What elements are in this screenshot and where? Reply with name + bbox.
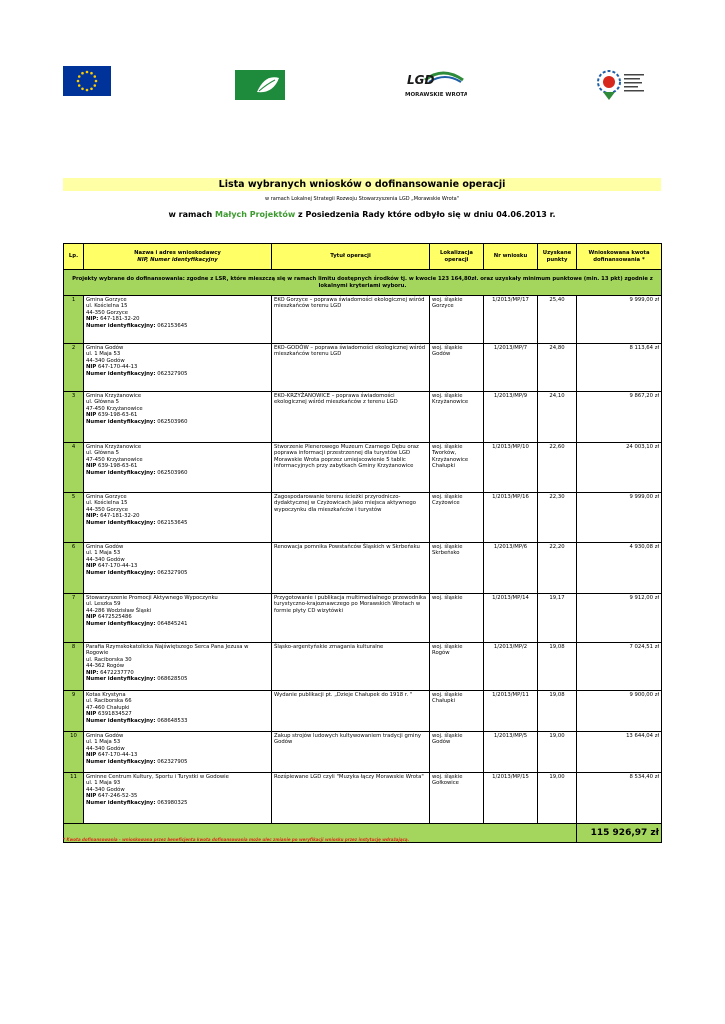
applicant-address-street: ul. Raciborska 66	[86, 698, 132, 705]
nip-value: 647-181-32-20	[100, 316, 140, 323]
row-lp: 7	[64, 594, 84, 643]
row-lp: 1	[64, 296, 84, 344]
applicant-address-street: ul. Główna 5	[86, 450, 120, 457]
meeting-line	[63, 210, 661, 219]
applicant-address-city: 44-350 Gorzyce	[86, 506, 129, 513]
row-title: Zakup strojów ludowych kultywowaniem tradycji gminy Godów	[272, 732, 430, 773]
row-amount: 8 534,40 zł	[577, 773, 662, 824]
row-title: Wydanie publikacji pt. „Dzieje Chałupek do 1918 r. "	[272, 691, 430, 732]
nip-label: NIP	[86, 563, 97, 570]
row-applicant	[84, 344, 272, 392]
row-applicant	[84, 773, 272, 824]
row-amount: 8 113,64 zł	[577, 344, 662, 392]
table-row	[64, 392, 662, 443]
prow-logo	[596, 66, 656, 104]
footnote: * Kwota dofinansowania - wnioskowana przez beneficjenta kwota dofinansowania może ulec zmianie po weryfikacji wniosku przez instytucję wdrażającą.	[63, 837, 410, 842]
row-nr: 1/2013/MP/6	[484, 543, 538, 594]
row-nr: 1/2013/MP/17	[484, 296, 538, 344]
table-row	[64, 773, 662, 824]
applicant-address-city: 47-450 Krzyżanowice	[86, 456, 143, 463]
nip-value: 647-170-44-13	[97, 752, 138, 759]
row-applicant	[84, 594, 272, 643]
row-nr: 1/2013/MP/7	[484, 344, 538, 392]
applicant-name: Gmina Godów	[86, 733, 124, 739]
row-nr: 1/2013/MP/10	[484, 443, 538, 493]
row-applicant	[84, 732, 272, 773]
row-title: EKO-GODÓW – poprawa świadomości ekologicznej wśród mieszkańców terenu LGD	[272, 344, 430, 392]
row-lp: 5	[64, 493, 84, 543]
row-points: 19,17	[538, 594, 577, 643]
applicant-address-city: 44-286 Wodzisław Śląski	[86, 607, 152, 614]
nid-value: 063980325	[157, 799, 188, 806]
nip-label: NIP	[86, 752, 97, 759]
row-nr: 1/2013/MP/16	[484, 493, 538, 543]
applicant-address-street: ul. 1 Maja 93	[86, 780, 121, 787]
row-location: woj. śląskie Czyżowice	[430, 493, 484, 543]
applicant-address-street: ul. 1 Maja 53	[86, 550, 121, 557]
row-points: 22,60	[538, 443, 577, 493]
row-points: 24,80	[538, 344, 577, 392]
row-applicant	[84, 392, 272, 443]
applicant-nid	[86, 718, 269, 724]
applicant-address-city: 44-340 Godów	[86, 357, 125, 364]
col-points: Uzyskane punkty	[538, 244, 577, 270]
row-points: 22,30	[538, 493, 577, 543]
nip-value: 6391834527	[97, 711, 132, 718]
row-lp: 10	[64, 732, 84, 773]
row-amount: 13 644,04 zł	[577, 732, 662, 773]
row-location: woj. śląskie Rogów	[430, 643, 484, 691]
nid-label: Numer identyfikacyjny:	[86, 322, 156, 329]
applicant-address-street: ul. Kościelna 15	[86, 303, 128, 310]
svg-text:LGD: LGD	[407, 73, 435, 87]
row-location: woj. śląskie Gołkowice	[430, 773, 484, 824]
nip-label: NIP	[86, 412, 97, 419]
row-amount: 9 999,00 zł	[577, 493, 662, 543]
meeting-post: z Posiedzenia Rady które odbyło się w dniu 04.06.2013 r.	[295, 210, 556, 219]
nid-label: Numer identyfikacyjny:	[86, 418, 156, 425]
applicant-name: Kotas Krystyna	[86, 692, 126, 698]
row-applicant	[84, 296, 272, 344]
applicant-nid	[86, 676, 269, 682]
nid-value: 062327905	[157, 569, 188, 576]
row-amount: 7 024,51 zł	[577, 643, 662, 691]
nip-label: NIP	[86, 463, 97, 470]
row-lp: 8	[64, 643, 84, 691]
applicant-nid	[86, 621, 269, 627]
applicant-name: Gmina Godów	[86, 345, 124, 351]
nip-label: NIP:	[86, 513, 99, 520]
meeting-pre: w ramach	[168, 210, 215, 219]
lgd-morawskie-wrota-logo	[403, 66, 467, 100]
row-title: Rozśpiewane LGD czyli "Muzyka łączy Morawskie Wrota"	[272, 773, 430, 824]
row-amount: 9 999,00 zł	[577, 296, 662, 344]
table-row	[64, 643, 662, 691]
applicant-address-city: 44-362 Rogów	[86, 663, 125, 670]
row-applicant	[84, 543, 272, 594]
row-points: 19,00	[538, 773, 577, 824]
nid-value: 062503960	[157, 469, 188, 476]
row-location: woj. śląskie Gorzyce	[430, 296, 484, 344]
nid-value: 064845241	[157, 620, 188, 627]
nip-value: 647-170-44-13	[97, 563, 138, 570]
nip-value: 647-170-44-13	[97, 364, 138, 371]
row-lp: 4	[64, 443, 84, 493]
info-text: Projekty wybrane do dofinansowania: zgodne z LSR, które mieszczą się w ramach limitu dostępnych środków tj. w kwocie 123 164,80zł. oraz uzyskały minimum punktowe (min. 13 pkt) zgodnie z lokalnymi kryteriami wyboru.	[64, 270, 662, 296]
nid-label: Numer identyfikacyjny:	[86, 469, 156, 476]
nip-label: NIP	[86, 614, 97, 621]
row-points: 19,08	[538, 643, 577, 691]
col-applicant	[84, 244, 272, 270]
row-title: Zagospodarowanie terenu ścieżki przyrodniczo-dydaktycznej w Czyżowicach jako miejsca aktywnego wypoczynku dla mieszkańców i turystów	[272, 493, 430, 543]
applicant-address-city: 44-350 Gorzyce	[86, 309, 129, 316]
nip-label: NIP	[86, 711, 97, 718]
row-location: woj. śląskie Chałupki	[430, 691, 484, 732]
applicant-nid	[86, 419, 269, 425]
row-points: 19,08	[538, 691, 577, 732]
row-location: woj. śląskie Krzyżanowice	[430, 392, 484, 443]
table-row	[64, 594, 662, 643]
nid-value: 062153645	[157, 519, 188, 526]
table-row	[64, 493, 662, 543]
row-location: woj. śląskie Tworków, Krzyżanowice Chałupki	[430, 443, 484, 493]
row-applicant	[84, 493, 272, 543]
nid-label: Numer identyfikacyjny:	[86, 620, 156, 627]
row-lp: 11	[64, 773, 84, 824]
nid-label: Numer identyfikacyjny:	[86, 519, 156, 526]
row-title: EKO-KRZYŻANOWICE – poprawa świadomości ekologicznej wśród mieszkańców z terenu LGD	[272, 392, 430, 443]
applicant-name: Parafia Rzymskokatolicka Najświętszego Serca Pana Jezusa w Rogowie	[86, 644, 249, 657]
row-applicant	[84, 443, 272, 493]
row-lp: 9	[64, 691, 84, 732]
table-row	[64, 543, 662, 594]
row-lp: 6	[64, 543, 84, 594]
applicant-nid	[86, 759, 269, 765]
row-applicant	[84, 691, 272, 732]
nid-label: Numer identyfikacyjny:	[86, 717, 156, 724]
page-subtitle: w ramach Lokalnej Strategii Rozwoju Stowarzyszenia LGD „Morawskie Wrota"	[265, 196, 459, 202]
page-title: Lista wybranych wniosków o dofinansowanie operacji	[218, 179, 506, 190]
applicant-address-city: 44-340 Godów	[86, 745, 125, 752]
nip-value: 6472525486	[97, 614, 132, 621]
row-nr: 1/2013/MP/11	[484, 691, 538, 732]
total-amount: 115 926,97 zł	[577, 824, 662, 843]
nid-value: 068628505	[157, 676, 188, 683]
table-header-row	[64, 244, 662, 270]
row-location: woj. śląskie Skrbeńsko	[430, 543, 484, 594]
row-title: Stworzenie Plenerowego Muzeum Czarnego Dębu oraz poprawa informacji przestrzennej dla turystów LGD Morawskie Wrota poprzez umiejscowienie 5 tablic informacyjnych przy zabytkach Gminy Krzyżanowice	[272, 443, 430, 493]
row-points: 24,10	[538, 392, 577, 443]
col-lp: Lp.	[64, 244, 84, 270]
nid-value: 068648533	[157, 717, 188, 724]
row-lp: 3	[64, 392, 84, 443]
meeting-highlight: Małych Projektów	[214, 210, 296, 219]
nid-label: Numer identyfikacyjny:	[86, 569, 156, 576]
nid-value: 062327905	[157, 758, 188, 765]
nip-value: 647-181-32-20	[100, 513, 140, 520]
applications-table	[63, 243, 662, 843]
nid-value: 062503960	[157, 418, 188, 425]
nip-value: 6472237770	[100, 669, 134, 676]
nip-value: 639-198-63-61	[97, 412, 138, 419]
row-location: woj. śląskie	[430, 594, 484, 643]
leader-logo	[235, 70, 285, 100]
col-amount: Wnioskowana kwota dofinansowania *	[577, 244, 662, 270]
nip-label: NIP	[86, 364, 97, 371]
row-nr: 1/2013/MP/9	[484, 392, 538, 443]
col-location: Lokalizacja operacji	[430, 244, 484, 270]
nid-value: 062327905	[157, 370, 188, 377]
nid-label: Numer identyfikacyjny:	[86, 676, 156, 683]
row-amount: 4 930,08 zł	[577, 543, 662, 594]
row-amount: 9 912,00 zł	[577, 594, 662, 643]
applicant-name: Gmina Krzyżanowice	[86, 393, 142, 399]
svg-text:MORAWSKIE WROTA: MORAWSKIE WROTA	[405, 92, 467, 98]
nip-value: 639-198-63-61	[97, 463, 138, 470]
row-amount: 24 003,10 zł	[577, 443, 662, 493]
applicant-name: Stowarzyszenie Promocji Aktywnego Wypoczynku	[86, 595, 218, 601]
applicant-address-street: ul. Kościelna 15	[86, 500, 128, 507]
applicant-nid	[86, 371, 269, 377]
applicant-address-street: ul. 1 Maja 53	[86, 739, 121, 746]
applicant-nid	[86, 323, 269, 329]
table-row	[64, 443, 662, 493]
row-nr: 1/2013/MP/2	[484, 643, 538, 691]
nip-label: NIP:	[86, 316, 99, 323]
row-title: Przygotowanie i publikacja multimedialnego przewodnika turystyczno-krajoznawczego po Morawskich Wrotach w formie płyty CD wizytówki	[272, 594, 430, 643]
nip-value: 647-246-52-35	[97, 793, 138, 800]
info-row	[64, 270, 662, 296]
col-applicant-label: Nazwa i adres wnioskodawcy	[134, 250, 221, 257]
applicant-nid	[86, 520, 269, 526]
row-applicant	[84, 643, 272, 691]
applicant-nid	[86, 470, 269, 476]
applicant-name: Gmina Gorzyce	[86, 297, 127, 303]
col-applicant-sub: NIP, Numer identyfikacyjny	[137, 256, 218, 263]
row-nr: 1/2013/MP/5	[484, 732, 538, 773]
applicant-address-city: 47-460 Chałupki	[86, 704, 130, 711]
applicant-nid	[86, 570, 269, 576]
row-title: Śląsko-argentyńskie zmagania kulturalne	[272, 643, 430, 691]
table-row	[64, 344, 662, 392]
applicant-nid	[86, 800, 269, 806]
table-row	[64, 691, 662, 732]
row-points: 22,20	[538, 543, 577, 594]
applicant-address-street: ul. Główna 5	[86, 399, 120, 406]
applicant-address-street: ul. 1 Maja 53	[86, 351, 121, 358]
row-location: woj. śląskie Godów	[430, 344, 484, 392]
row-lp: 2	[64, 344, 84, 392]
applicant-name: Gmina Gorzyce	[86, 494, 127, 500]
row-points: 25,40	[538, 296, 577, 344]
applicant-address-street: ul. Leszka 59	[86, 601, 121, 608]
nid-value: 062153645	[157, 322, 188, 329]
row-points: 19,00	[538, 732, 577, 773]
nip-label: NIP	[86, 793, 97, 800]
row-amount: 9 900,00 zł	[577, 691, 662, 732]
row-nr: 1/2013/MP/14	[484, 594, 538, 643]
row-nr: 1/2013/MP/15	[484, 773, 538, 824]
row-amount: 9 867,20 zł	[577, 392, 662, 443]
table-row	[64, 296, 662, 344]
eu-flag-logo	[63, 66, 111, 96]
nid-label: Numer identyfikacyjny:	[86, 799, 156, 806]
nid-label: Numer identyfikacyjny:	[86, 370, 156, 377]
applicant-name: Gmina Godów	[86, 544, 124, 550]
applicant-address-city: 44-340 Godów	[86, 556, 125, 563]
col-title: Tytuł operacji	[272, 244, 430, 270]
row-title: EKO Gorzyce – poprawa świadomości ekologicznej wśród mieszkańców terenu LGD	[272, 296, 430, 344]
applicant-address-street: ul. Raciborska 30	[86, 656, 132, 663]
applicant-name: Gmina Krzyżanowice	[86, 444, 142, 450]
applicant-address-city: 44-340 Godów	[86, 786, 125, 793]
col-nr: Nr wniosku	[484, 244, 538, 270]
row-title: Renowacja pomnika Powstańców Śląskich w Skrbeńsku	[272, 543, 430, 594]
applicant-name: Gminne Centrum Kultury, Sportu i Turystki w Godowie	[86, 774, 229, 780]
row-location: woj. śląskie Godów	[430, 732, 484, 773]
nid-label: Numer identyfikacyjny:	[86, 758, 156, 765]
applicant-address-city: 47-450 Krzyżanowice	[86, 405, 143, 412]
table-row	[64, 732, 662, 773]
nip-label: NIP:	[86, 669, 99, 676]
